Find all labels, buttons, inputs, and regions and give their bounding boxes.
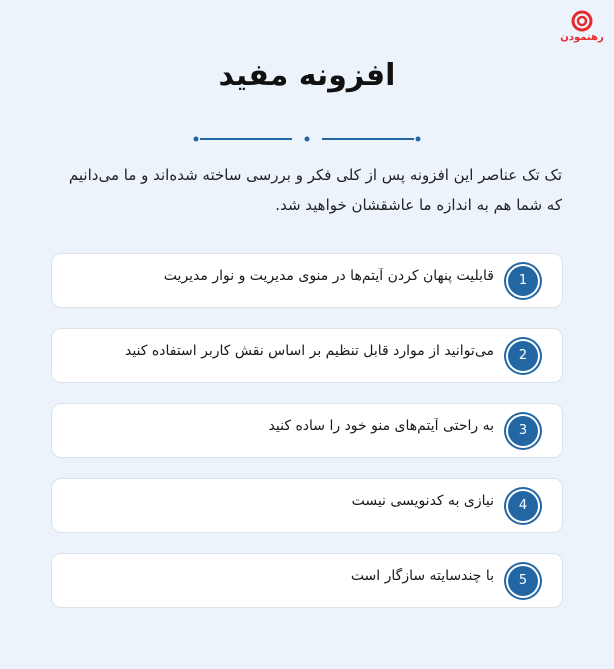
feature-number-badge: 4	[508, 491, 538, 521]
feature-item	[51, 403, 563, 458]
logo-mark-icon	[569, 10, 595, 32]
feature-text: قابلیت پنهان کردن آیتم‌ها در منوی مدیریت و نوار مدیریت	[163, 268, 494, 284]
feature-item	[51, 553, 563, 608]
feature-text: می‌توانید از موارد قابل تنظیم بر اساس نقش کاربر استفاده کنید	[125, 343, 494, 359]
divider-ornament	[192, 132, 422, 146]
feature-number-badge: 3	[508, 416, 538, 446]
feature-item	[51, 253, 563, 308]
feature-item	[51, 478, 563, 533]
intro-paragraph: تک تک عناصر این افزونه پس از کلی فکر و بررسی ساخته شده‌اند و ما می‌دانیم که شما هم به اندازه ما عاشقشان خواهید شد.	[68, 166, 562, 214]
feature-list	[51, 253, 563, 628]
feature-text: نیازی به کدنویسی نیست	[351, 493, 494, 509]
feature-number-badge: 2	[508, 341, 538, 371]
feature-item	[51, 328, 563, 383]
feature-text: با چندسایته سازگار است	[350, 568, 494, 584]
brand-logo[interactable]	[558, 10, 606, 50]
feature-text: به راحتی آیتم‌های منو خود را ساده کنید	[268, 418, 494, 434]
page-title: افزونه مفید	[218, 58, 396, 93]
logo-text: رهنمودن	[560, 32, 604, 43]
feature-number-badge: 1	[508, 266, 538, 296]
feature-number-badge: 5	[508, 566, 538, 596]
